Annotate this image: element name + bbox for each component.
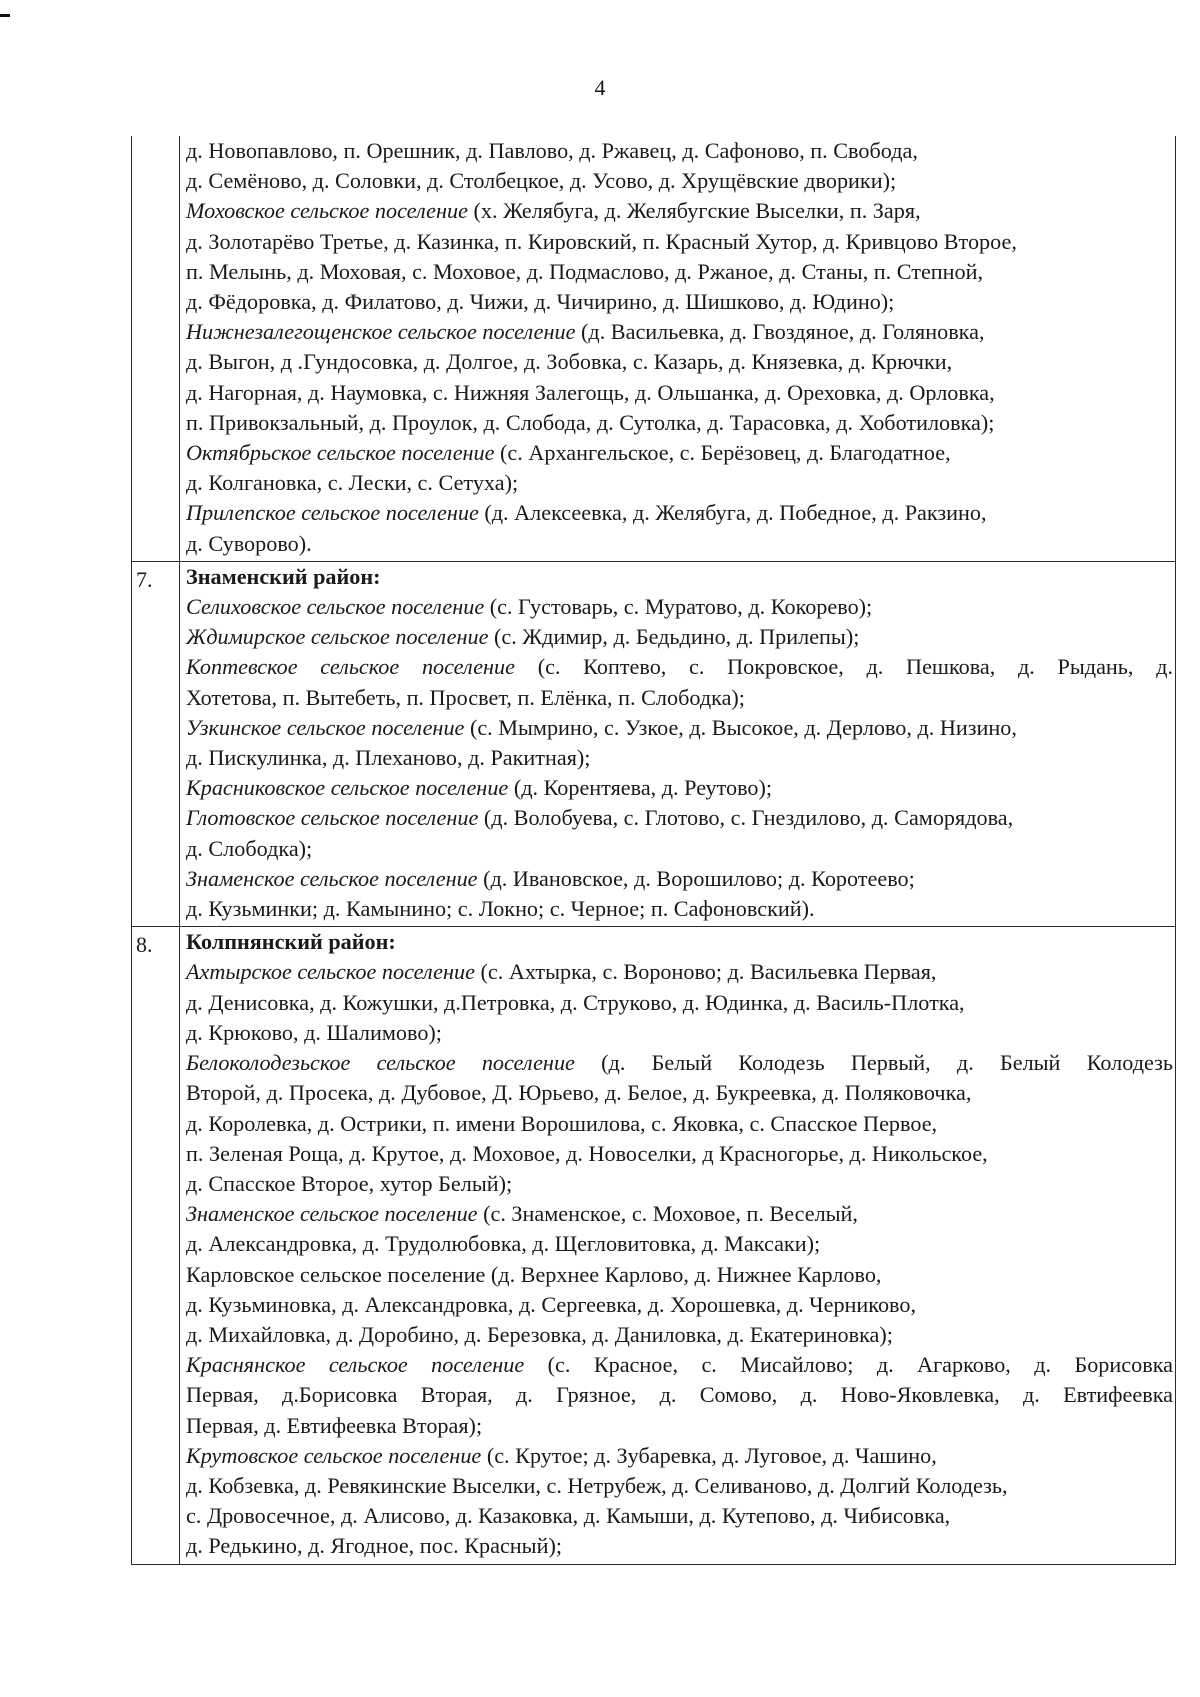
locality-list: д. Нагорная, д. Наумовка, с. Нижняя Залегощь, д. Ольшанка, д. Ореховка, д. Орловка, bbox=[186, 379, 995, 405]
settlement-name: Крутовское сельское поселение bbox=[186, 1442, 482, 1468]
row-number-cell bbox=[132, 927, 180, 1564]
locality-list: (с. Архангельское, с. Берёзовец, д. Благодатное, bbox=[494, 440, 951, 466]
locality-list: д. Спасское Второе, хутор Белый); bbox=[186, 1170, 513, 1196]
table-row bbox=[132, 561, 1176, 926]
locality-list: (с. Мымрино, с. Узкое, д. Высокое, д. Дерлово, д. Низино, bbox=[464, 714, 1017, 740]
text-line bbox=[186, 287, 1173, 317]
settlement-name: Селиховское сельское поселение bbox=[186, 594, 485, 620]
text-line bbox=[186, 1350, 1173, 1380]
text-line bbox=[186, 1411, 1173, 1441]
text-line bbox=[186, 468, 1173, 498]
locality-list: д. Кобзевка, д. Ревякинские Выселки, с. Нетрубеж, д. Селиваново, д. Долгий Колодезь, bbox=[186, 1472, 1008, 1498]
scan-corner-mark bbox=[0, 14, 10, 17]
locality-list: (д. Ивановское, д. Ворошилово; д. Коротеево; bbox=[477, 865, 915, 891]
settlement-name: Нижнезалегощенское сельское поселение bbox=[186, 319, 576, 345]
locality-list: д. Выгон, д .Гундосовка, д. Долгое, д. Зобовка, с. Казарь, д. Князевка, д. Крючки, bbox=[186, 349, 953, 375]
row-number-cell bbox=[132, 561, 180, 926]
row-number: 7. bbox=[136, 566, 153, 592]
locality-list: Второй, д. Просека, д. Дубовое, Д. Юрьево, д. Белое, д. Букреевка, д. Поляковочка, bbox=[186, 1080, 972, 1106]
text-line bbox=[186, 894, 1173, 924]
locality-list: д. Суворово). bbox=[186, 530, 312, 556]
settlement-name: Знаменское сельское поселение bbox=[186, 1201, 478, 1227]
locality-list: п. Мелынь, д. Моховая, с. Моховое, д. Подмаслово, д. Ржаное, д. Станы, п. Степной, bbox=[186, 258, 984, 284]
text-line bbox=[186, 196, 1173, 226]
text-line bbox=[186, 1380, 1173, 1410]
settlement-name: Прилепское сельское поселение bbox=[186, 500, 479, 526]
locality-list: (д. Волобуева, с. Глотово, с. Гнездилово, д. Саморядова, bbox=[478, 805, 1014, 831]
settlement-name: Моховское сельское поселение bbox=[186, 198, 468, 224]
locality-list: д. Денисовка, д. Кожушки, д.Петровка, д. Струково, д. Юдинка, д. Василь-Плотка, bbox=[186, 989, 965, 1015]
locality-list: д. Александровка, д. Трудолюбовка, д. Щегловитовка, д. Максаки); bbox=[186, 1231, 821, 1257]
text-line bbox=[186, 1048, 1173, 1078]
settlement-name: Красниковское сельское поселение bbox=[186, 775, 509, 801]
text-line bbox=[186, 1290, 1173, 1320]
text-line bbox=[186, 1169, 1173, 1199]
locality-list: д. Пискулинка, д. Плеханово, д. Ракитная); bbox=[186, 745, 591, 771]
locality-list: (с. Знаменское, с. Моховое, п. Веселый, bbox=[477, 1201, 858, 1227]
text-line bbox=[186, 803, 1173, 833]
settlement-name: Краснянское сельское поселение bbox=[186, 1352, 525, 1378]
text-line bbox=[186, 957, 1173, 987]
locality-list: д. Слободка); bbox=[186, 835, 313, 861]
text-line bbox=[186, 927, 1173, 957]
settlement-name: Ждимирское сельское поселение bbox=[186, 624, 489, 650]
locality-list: д. Крюково, д. Шалимово); bbox=[186, 1019, 442, 1045]
text-line bbox=[186, 1501, 1173, 1531]
text-line bbox=[186, 1139, 1173, 1169]
locality-list: Карловское сельское поселение (д. Верхнее Карлово, д. Нижнее Карлово, bbox=[186, 1261, 882, 1287]
district-heading: Колпнянский район: bbox=[186, 929, 396, 955]
text-line bbox=[186, 438, 1173, 468]
row-content bbox=[180, 927, 1175, 1563]
text-line bbox=[186, 622, 1173, 652]
text-line bbox=[186, 562, 1173, 592]
settlement-name: Ахтырское сельское поселение bbox=[186, 959, 475, 985]
locality-list: (д. Алексеевка, д. Желябуга, д. Победное, д. Ракзино, bbox=[478, 500, 987, 526]
text-line bbox=[186, 498, 1173, 528]
locality-list: с. Дровосечное, д. Алисово, д. Казаковка, д. Камыши, д. Кутепово, д. Чибисовка, bbox=[186, 1503, 951, 1529]
locality-list: д. Кузьминки; д. Камынино; с. Локно; с. Черное; п. Сафоновский). bbox=[186, 896, 815, 922]
settlements-table bbox=[131, 136, 1176, 1565]
settlement-name: Знаменское сельское поселение bbox=[186, 865, 478, 891]
locality-list: (с. Крутое; д. Зубаревка, д. Луговое, д. Чашино, bbox=[481, 1442, 937, 1468]
locality-list: п. Привокзальный, д. Проулок, д. Слобода, д. Сутолка, д. Тарасовка, д. Хоботиловка); bbox=[186, 409, 995, 435]
text-line bbox=[186, 1078, 1173, 1108]
settlements-table-body bbox=[132, 136, 1176, 1564]
text-line bbox=[186, 317, 1173, 347]
locality-list: (с. Красное, с. Мисайлово; д. Агарково, д. Борисовка bbox=[524, 1352, 1173, 1378]
row-content-cell bbox=[180, 927, 1176, 1564]
text-line bbox=[186, 1260, 1173, 1290]
text-line bbox=[186, 1320, 1173, 1350]
row-content bbox=[180, 136, 1175, 561]
locality-list: (с. Ахтырка, с. Вороново; д. Васильевка Первая, bbox=[474, 959, 937, 985]
text-line bbox=[186, 1441, 1173, 1471]
locality-list: Первая, д.Борисовка Вторая, д. Грязное, д. Сомово, д. Ново-Яковлевка, д. Евтифеевка bbox=[186, 1382, 1173, 1408]
locality-list: (с. Густоварь, с. Муратово, д. Кокорево); bbox=[484, 594, 873, 620]
locality-list: д. Фёдоровка, д. Филатово, д. Чижи, д. Чичирино, д. Шишково, д. Юдино); bbox=[186, 289, 895, 315]
settlement-name: Глотовское сельское поселение bbox=[186, 805, 479, 831]
text-line bbox=[186, 1531, 1173, 1561]
text-line bbox=[186, 378, 1173, 408]
settlement-name: Белоколодезьское сельское поселение bbox=[186, 1050, 575, 1076]
locality-list: д. Семёново, д. Соловки, д. Столбецкое, д. Усово, д. Хрущёвские дворики); bbox=[186, 168, 897, 194]
locality-list: (с. Ждимир, д. Бедьдино, д. Прилепы); bbox=[488, 624, 860, 650]
text-line bbox=[186, 347, 1173, 377]
settlement-name: Октябрьское сельское поселение bbox=[186, 440, 495, 466]
locality-list: Хотетова, п. Вытебеть, п. Просвет, п. Елёнка, п. Слободка); bbox=[186, 684, 745, 710]
text-line bbox=[186, 592, 1173, 622]
text-line bbox=[186, 743, 1173, 773]
locality-list: д. Королевка, д. Острики, п. имени Ворошилова, с. Яковка, с. Спасское Первое, bbox=[186, 1110, 938, 1136]
row-content-cell bbox=[180, 136, 1176, 561]
text-line bbox=[186, 529, 1173, 559]
text-line bbox=[186, 713, 1173, 743]
locality-list: д. Кузьминовка, д. Александровка, д. Сергеевка, д. Хорошевка, д. Черниково, bbox=[186, 1291, 917, 1317]
text-line bbox=[186, 773, 1173, 803]
page-number: 4 bbox=[594, 75, 606, 100]
locality-list: д. Михайловка, д. Доробино, д. Березовка, д. Даниловка, д. Екатериновка); bbox=[186, 1321, 893, 1347]
text-line bbox=[186, 257, 1173, 287]
text-line bbox=[186, 683, 1173, 713]
text-line bbox=[186, 1109, 1173, 1139]
text-line bbox=[186, 1018, 1173, 1048]
locality-list: д. Новопавлово, п. Орешник, д. Павлово, д. Ржавец, д. Сафоново, п. Свобода, bbox=[186, 138, 918, 163]
text-line bbox=[186, 1471, 1173, 1501]
text-line bbox=[186, 864, 1173, 894]
row-content bbox=[180, 562, 1175, 926]
locality-list: Первая, д. Евтифеевка Вторая); bbox=[186, 1412, 483, 1438]
row-number bbox=[132, 136, 179, 139]
locality-list: (д. Белый Колодезь Первый, д. Белый Колодезь bbox=[574, 1050, 1173, 1076]
settlement-name: Узкинское сельское поселение bbox=[186, 714, 465, 740]
locality-list: (с. Коптево, с. Покровское, д. Пешкова, д. Рыдань, д. bbox=[515, 654, 1174, 680]
table-row bbox=[132, 136, 1176, 561]
locality-list: д. Золотарёво Третье, д. Казинка, п. Кировский, п. Красный Хутор, д. Кривцово Второе, bbox=[186, 228, 1017, 254]
text-line bbox=[186, 988, 1173, 1018]
locality-list: (х. Желябуга, д. Желябугские Выселки, п. Заря, bbox=[467, 198, 921, 224]
table-row bbox=[132, 927, 1176, 1564]
text-line bbox=[186, 227, 1173, 257]
row-number: 8. bbox=[136, 932, 153, 958]
text-line bbox=[186, 652, 1173, 682]
text-line bbox=[186, 834, 1173, 864]
locality-list: (д. Васильевка, д. Гвоздяное, д. Голяновка, bbox=[575, 319, 985, 345]
locality-list: д. Колгановка, с. Лески, с. Сетуха); bbox=[186, 470, 519, 496]
text-line bbox=[186, 166, 1173, 196]
settlement-name: Коптевское сельское поселение bbox=[186, 654, 516, 680]
row-content-cell bbox=[180, 561, 1176, 926]
text-line bbox=[186, 408, 1173, 438]
row-number-cell bbox=[132, 136, 180, 561]
text-line bbox=[186, 1199, 1173, 1229]
text-line bbox=[186, 136, 1173, 166]
locality-list: п. Зеленая Роща, д. Крутое, д. Моховое, д. Новоселки, д Красногорье, д. Никольское, bbox=[186, 1140, 988, 1166]
locality-list: д. Редькино, д. Ягодное, пос. Красный); bbox=[186, 1533, 563, 1559]
locality-list: (д. Корентяева, д. Реутово); bbox=[508, 775, 773, 801]
text-line bbox=[186, 1229, 1173, 1259]
district-heading: Знаменский район: bbox=[186, 563, 381, 589]
